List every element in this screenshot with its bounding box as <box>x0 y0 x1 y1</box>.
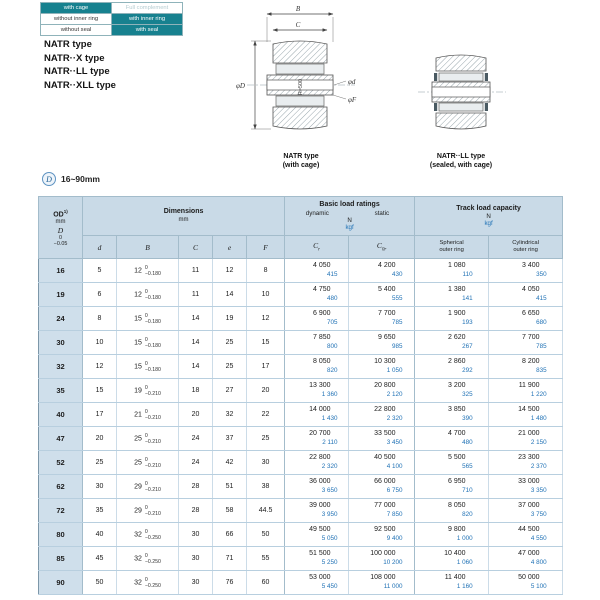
d-cell: 17 <box>83 403 117 427</box>
spherical-load-cell: 1 900 193 <box>415 307 489 331</box>
dynamic-load-cell: 6 900 705 <box>285 307 349 331</box>
table-row <box>39 403 563 427</box>
table-row <box>39 427 563 451</box>
table-row <box>39 499 563 523</box>
cylindrical-load-cell: 37 000 3 750 <box>489 499 563 523</box>
static-load-cell: 33 500 3 450 <box>349 427 415 451</box>
seal <box>434 73 437 81</box>
table-row <box>39 379 563 403</box>
header-f: F <box>247 236 285 259</box>
cylindrical-load-cell: 47 000 4 800 <box>489 547 563 571</box>
static-load-cell: 4 200 430 <box>349 259 415 283</box>
natr-ll-figure <box>406 18 518 150</box>
c-cell: 30 <box>179 547 213 571</box>
e-cell: 32 <box>213 403 247 427</box>
e-cell: 27 <box>213 379 247 403</box>
static-load-cell: 77 000 7 850 <box>349 499 415 523</box>
f-cell: 25 <box>247 427 285 451</box>
seal <box>485 73 488 81</box>
e-cell: 14 <box>213 283 247 307</box>
dynamic-load-cell: 51 500 5 250 <box>285 547 349 571</box>
od-cell: 52 <box>39 451 83 475</box>
spherical-load-cell: 8 050 820 <box>415 499 489 523</box>
type-natr-x: NATR··X type <box>44 52 105 64</box>
header-d: d <box>83 236 117 259</box>
table-row <box>39 307 563 331</box>
cylindrical-load-cell: 44 500 4 550 <box>489 523 563 547</box>
b-cell: 15 0 −0.180 <box>117 331 179 355</box>
b-cell: 15 0 −0.180 <box>117 355 179 379</box>
table-body <box>39 259 563 595</box>
e-cell: 12 <box>213 259 247 283</box>
b-cell: 21 0 −0.210 <box>117 403 179 427</box>
dynamic-load-cell: 49 500 5 050 <box>285 523 349 547</box>
spherical-load-cell: 3 850 390 <box>415 403 489 427</box>
header-c: C <box>179 236 213 259</box>
e-cell: 58 <box>213 499 247 523</box>
cylindrical-load-cell: 14 500 1 480 <box>489 403 563 427</box>
spherical-load-cell: 3 200 325 <box>415 379 489 403</box>
f-cell: 50 <box>247 523 285 547</box>
e-cell: 51 <box>213 475 247 499</box>
header-static: static <box>374 209 390 217</box>
od-cell: 90 <box>39 571 83 595</box>
od-cell: 35 <box>39 379 83 403</box>
dynamic-load-cell: 39 000 3 950 <box>285 499 349 523</box>
e-cell: 76 <box>213 571 247 595</box>
static-load-cell: 100 000 10 200 <box>349 547 415 571</box>
table-row <box>39 475 563 499</box>
header-dynamic: dynamic <box>305 209 329 217</box>
spherical-load-cell: 10 400 1 060 <box>415 547 489 571</box>
od-cell: 80 <box>39 523 83 547</box>
size-range-text: 16~90mm <box>61 174 100 184</box>
f-cell: 44.5 <box>247 499 285 523</box>
size-range <box>42 172 100 186</box>
config-selector <box>40 2 183 36</box>
d-cell: 35 <box>83 499 117 523</box>
header-e: e <box>213 236 247 259</box>
static-load-cell: 92 500 9 400 <box>349 523 415 547</box>
static-load-cell: 10 300 1 050 <box>349 355 415 379</box>
f-cell: 22 <box>247 403 285 427</box>
f-cell: 20 <box>247 379 285 403</box>
b-cell: 12 0 −0.180 <box>117 283 179 307</box>
cylindrical-load-cell: 8 200 835 <box>489 355 563 379</box>
dim-label-f: φF <box>348 96 357 104</box>
d-cell: 25 <box>83 451 117 475</box>
f-cell: 30 <box>247 451 285 475</box>
dim-label-r500: R≈500 <box>298 78 304 96</box>
static-load-cell: 9 650 985 <box>349 331 415 355</box>
dynamic-load-cell: 36 000 3 650 <box>285 475 349 499</box>
spherical-load-cell: 1 080 110 <box>415 259 489 283</box>
b-cell: 12 0 −0.180 <box>117 259 179 283</box>
od-cell: 24 <box>39 307 83 331</box>
c-cell: 20 <box>179 403 213 427</box>
b-cell: 29 0 −0.210 <box>117 499 179 523</box>
header-b: B <box>117 236 179 259</box>
static-load-cell: 108 000 11 000 <box>349 571 415 595</box>
static-load-cell: 22 800 2 320 <box>349 403 415 427</box>
table-row <box>39 571 563 595</box>
f-cell: 15 <box>247 331 285 355</box>
c-cell: 24 <box>179 451 213 475</box>
c-cell: 14 <box>179 355 213 379</box>
od-cell: 19 <box>39 283 83 307</box>
b-cell: 32 0 −0.250 <box>117 571 179 595</box>
d-cell: 8 <box>83 307 117 331</box>
d-cell: 12 <box>83 355 117 379</box>
type-list <box>44 38 116 92</box>
od-cell: 85 <box>39 547 83 571</box>
header-od: OD$^{1)}$ mm D 0 −0.05 <box>39 197 83 259</box>
dynamic-load-cell: 4 050 415 <box>285 259 349 283</box>
dynamic-load-cell: 20 700 2 110 <box>285 427 349 451</box>
figure2-caption: NATR··LL type (sealed, with cage) <box>429 153 493 169</box>
static-load-cell: 40 500 4 100 <box>349 451 415 475</box>
outer-ring-section <box>436 55 486 71</box>
spherical-load-cell: 2 860 292 <box>415 355 489 379</box>
b-cell: 15 0 −0.180 <box>117 307 179 331</box>
static-load-cell: 66 000 6 750 <box>349 475 415 499</box>
seal <box>434 103 437 111</box>
c-cell: 28 <box>179 499 213 523</box>
config-without-inner-ring: without inner ring <box>41 14 112 25</box>
header-cylindrical-outer-ring: Cylindrical outer ring <box>489 236 563 259</box>
dim-label-od: φD <box>236 82 245 90</box>
dynamic-load-cell: 14 000 1 430 <box>285 403 349 427</box>
cylindrical-load-cell: 50 000 5 100 <box>489 571 563 595</box>
e-cell: 71 <box>213 547 247 571</box>
dim-label-d: φd <box>348 78 356 86</box>
c-cell: 18 <box>179 379 213 403</box>
dynamic-load-cell: 8 050 820 <box>285 355 349 379</box>
e-cell: 66 <box>213 523 247 547</box>
header-track-load: Track load capacity N kgf <box>415 197 563 236</box>
od-cell: 72 <box>39 499 83 523</box>
cylindrical-load-cell: 7 700 785 <box>489 331 563 355</box>
od-cell: 30 <box>39 331 83 355</box>
config-with-seal: with seal <box>112 25 183 36</box>
config-full-complement: Full complement <box>112 3 183 14</box>
natr-figure <box>233 0 369 152</box>
static-load-cell: 20 800 2 120 <box>349 379 415 403</box>
f-cell: 60 <box>247 571 285 595</box>
b-cell: 25 0 −0.210 <box>117 451 179 475</box>
d-cell: 20 <box>83 427 117 451</box>
dynamic-load-cell: 4 750 480 <box>285 283 349 307</box>
spherical-load-cell: 4 700 480 <box>415 427 489 451</box>
figure1-caption: NATR type (with cage) <box>282 153 320 169</box>
b-cell: 32 0 −0.250 <box>117 547 179 571</box>
cylindrical-load-cell: 11 900 1 220 <box>489 379 563 403</box>
table-row <box>39 547 563 571</box>
f-cell: 8 <box>247 259 285 283</box>
cylindrical-load-cell: 3 400 350 <box>489 259 563 283</box>
b-cell: 29 0 −0.210 <box>117 475 179 499</box>
dynamic-load-cell: 7 850 800 <box>285 331 349 355</box>
b-cell: 25 0 −0.210 <box>117 427 179 451</box>
diameter-symbol: D <box>42 172 56 186</box>
dim-label-b: B <box>295 5 301 13</box>
c-cell: 14 <box>179 307 213 331</box>
e-cell: 19 <box>213 307 247 331</box>
cylindrical-load-cell: 6 650 680 <box>489 307 563 331</box>
d-cell: 30 <box>83 475 117 499</box>
d-cell: 6 <box>83 283 117 307</box>
od-cell: 16 <box>39 259 83 283</box>
cylindrical-load-cell: 23 300 2 370 <box>489 451 563 475</box>
d-cell: 45 <box>83 547 117 571</box>
c-cell: 11 <box>179 259 213 283</box>
e-cell: 25 <box>213 331 247 355</box>
f-cell: 38 <box>247 475 285 499</box>
header-basic-load: Basic load ratings dynamic static N kgf <box>285 197 415 236</box>
d-cell: 50 <box>83 571 117 595</box>
c-cell: 30 <box>179 523 213 547</box>
cylindrical-load-cell: 21 000 2 150 <box>489 427 563 451</box>
dynamic-load-cell: 22 800 2 320 <box>285 451 349 475</box>
seal <box>485 103 488 111</box>
static-load-cell: 7 700 785 <box>349 307 415 331</box>
c-cell: 28 <box>179 475 213 499</box>
d-cell: 40 <box>83 523 117 547</box>
table-row <box>39 451 563 475</box>
header-c0r: $C_{0r}$ <box>349 236 415 259</box>
config-without-seal: without seal <box>41 25 112 36</box>
table-row <box>39 355 563 379</box>
c-cell: 30 <box>179 571 213 595</box>
b-cell: 32 0 −0.250 <box>117 523 179 547</box>
header-cr: $C_r$ <box>285 236 349 259</box>
config-with-inner-ring: with inner ring <box>112 14 183 25</box>
e-cell: 25 <box>213 355 247 379</box>
type-natr-ll: NATR··LL type <box>44 66 110 77</box>
c-cell: 14 <box>179 331 213 355</box>
f-cell: 12 <box>247 307 285 331</box>
table-row <box>39 283 563 307</box>
table-row <box>39 523 563 547</box>
type-natr: NATR type <box>44 39 92 50</box>
cylindrical-load-cell: 33 000 3 350 <box>489 475 563 499</box>
cylindrical-load-cell: 4 050 415 <box>489 283 563 307</box>
static-load-cell: 5 400 555 <box>349 283 415 307</box>
spherical-load-cell: 2 620 267 <box>415 331 489 355</box>
od-cell: 40 <box>39 403 83 427</box>
od-cell: 62 <box>39 475 83 499</box>
od-cell: 47 <box>39 427 83 451</box>
c-cell: 24 <box>179 427 213 451</box>
spherical-load-cell: 9 800 1 000 <box>415 523 489 547</box>
d-cell: 15 <box>83 379 117 403</box>
type-natr-xll: NATR··XLL type <box>44 79 116 91</box>
spherical-load-cell: 11 400 1 160 <box>415 571 489 595</box>
d-cell: 10 <box>83 331 117 355</box>
spherical-load-cell: 6 950 710 <box>415 475 489 499</box>
table-row <box>39 331 563 355</box>
config-with-cage: with cage <box>41 3 112 14</box>
outer-ring-section <box>273 41 327 63</box>
e-cell: 42 <box>213 451 247 475</box>
d-cell: 5 <box>83 259 117 283</box>
dynamic-load-cell: 53 000 5 450 <box>285 571 349 595</box>
f-cell: 10 <box>247 283 285 307</box>
f-cell: 55 <box>247 547 285 571</box>
spherical-load-cell: 5 500 565 <box>415 451 489 475</box>
f-cell: 17 <box>247 355 285 379</box>
b-cell: 19 0 −0.210 <box>117 379 179 403</box>
c-cell: 11 <box>179 283 213 307</box>
dim-label-c: C <box>295 21 301 29</box>
spherical-load-cell: 1 380 141 <box>415 283 489 307</box>
table-row <box>39 259 563 283</box>
e-cell: 37 <box>213 427 247 451</box>
roller-row <box>276 64 324 74</box>
bearing-table <box>38 196 563 595</box>
header-spherical-outer-ring: Spherical outer ring <box>415 236 489 259</box>
od-cell: 32 <box>39 355 83 379</box>
roller-row <box>439 73 483 81</box>
header-dimensions: Dimensions mm <box>83 197 285 236</box>
dynamic-load-cell: 13 300 1 360 <box>285 379 349 403</box>
